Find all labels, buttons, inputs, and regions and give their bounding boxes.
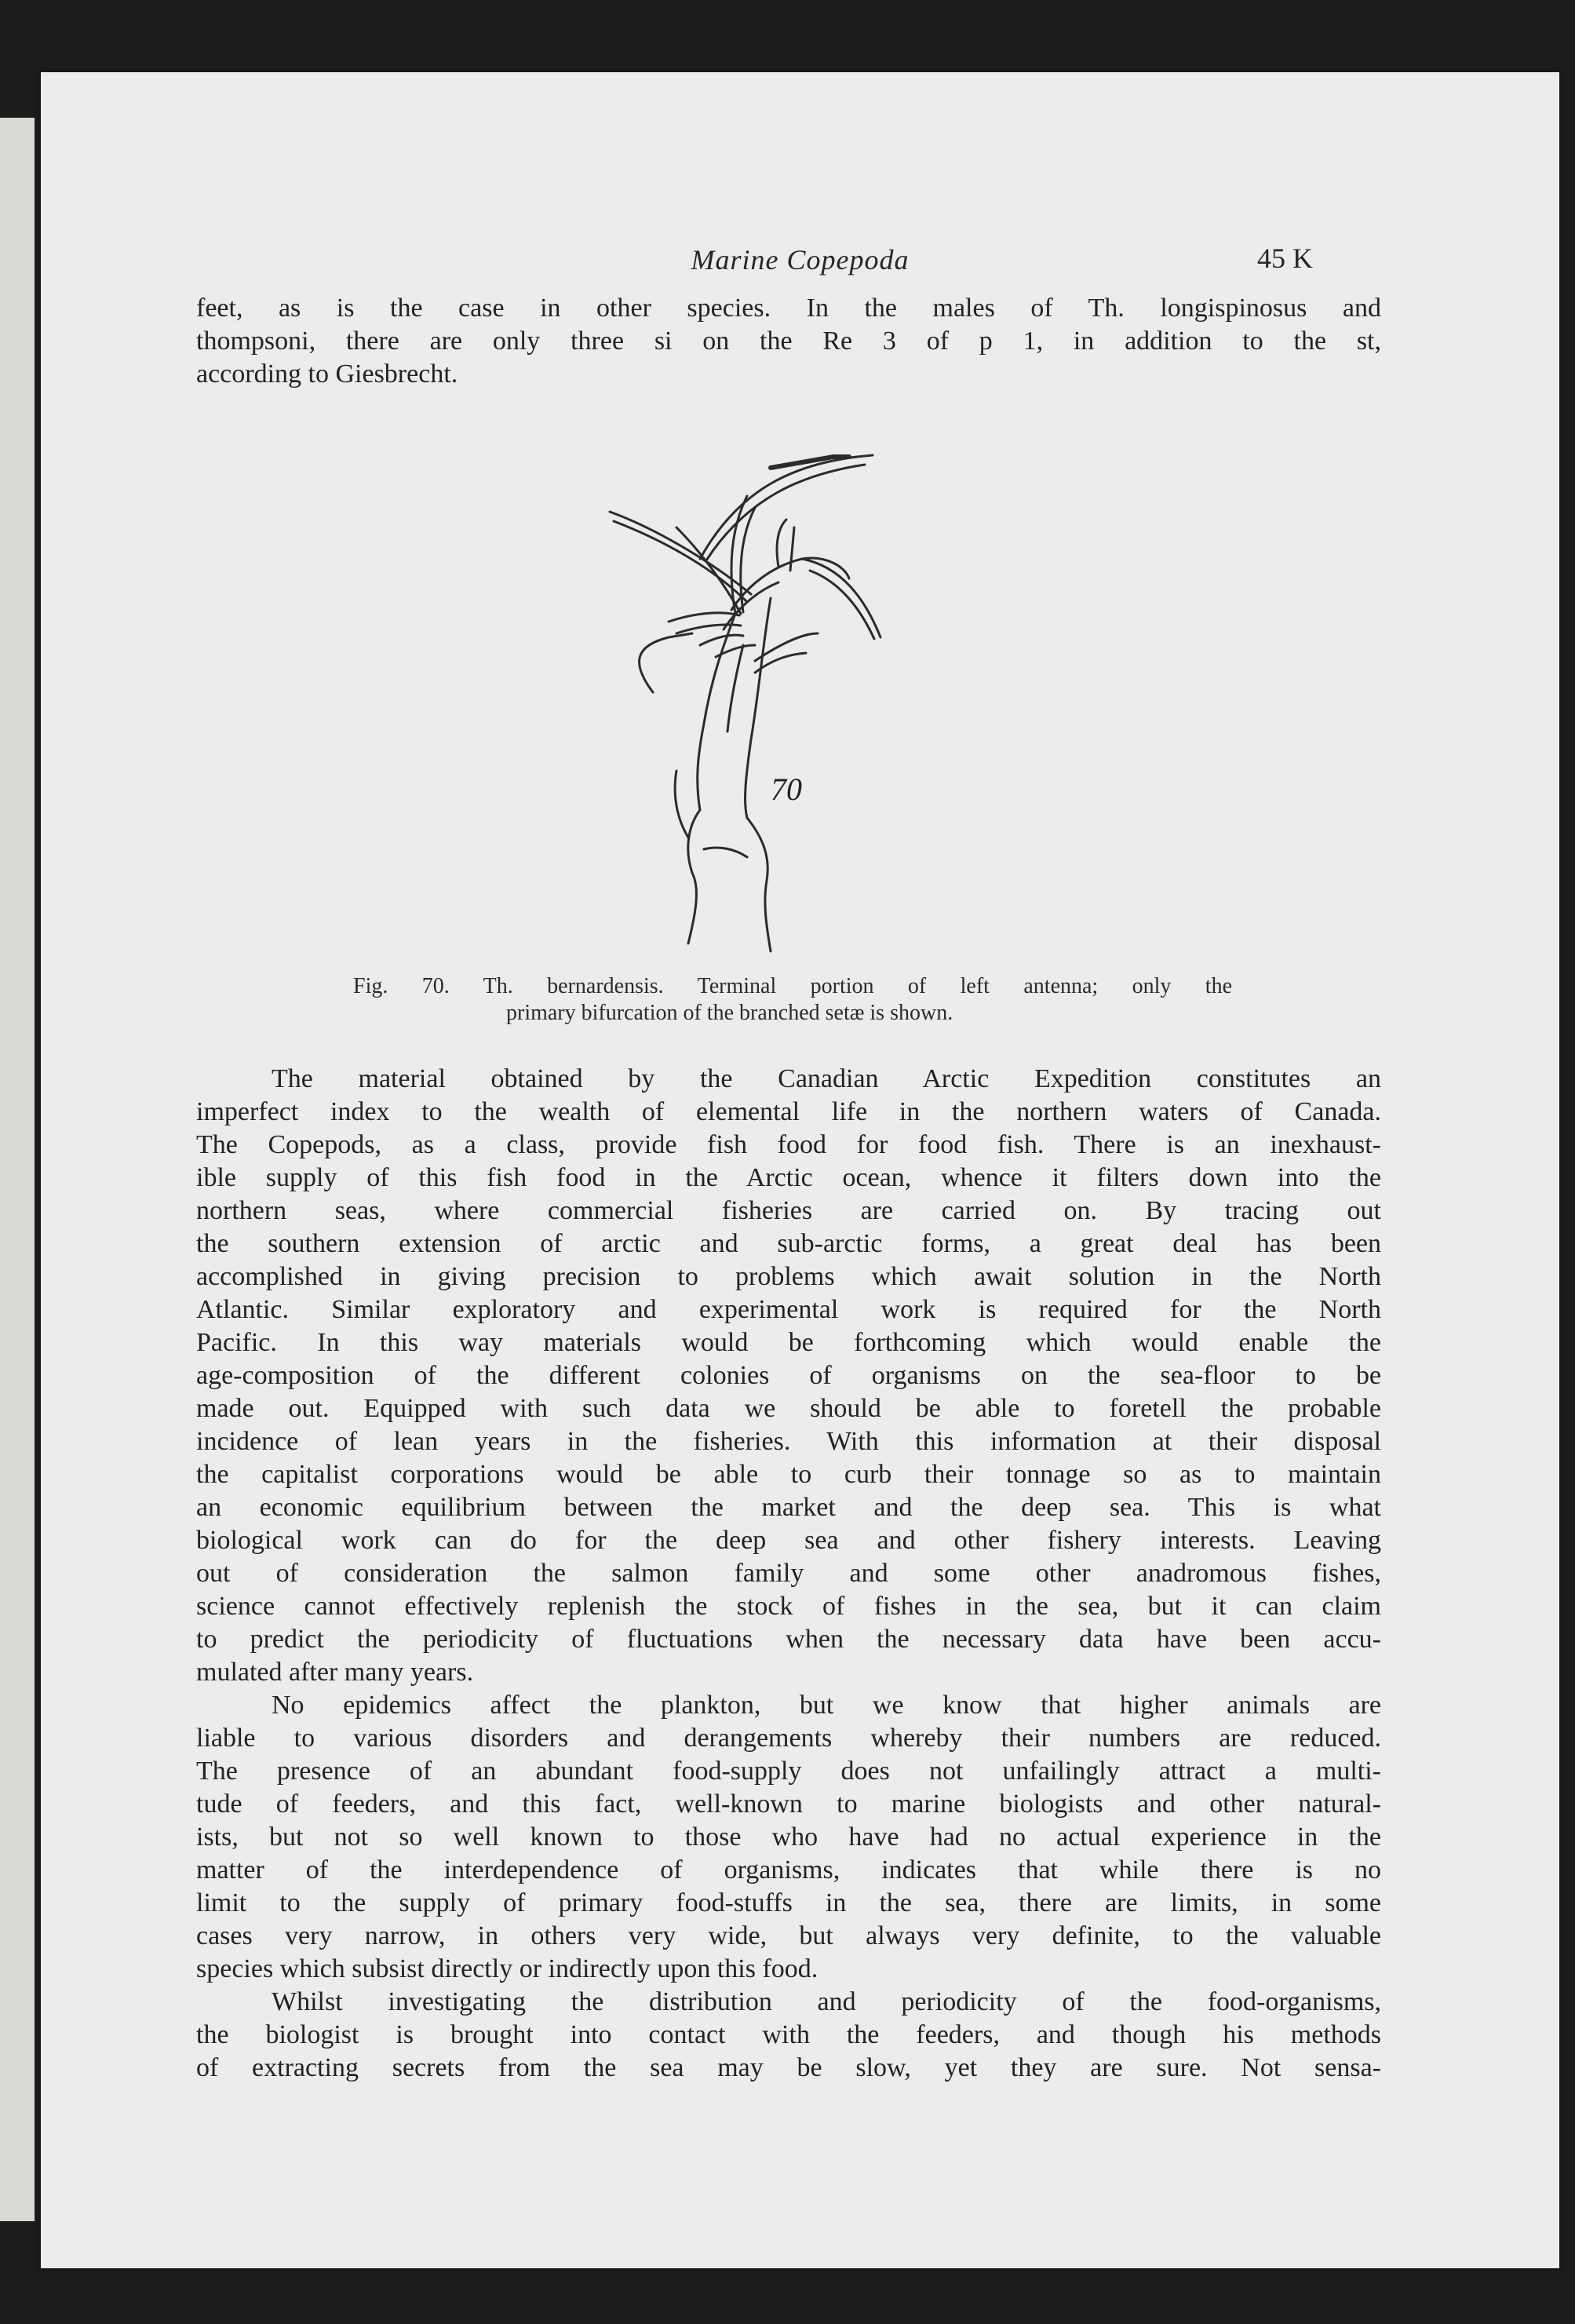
- text-line: according to Giesbrecht.: [196, 359, 458, 389]
- text-line: biological work can do for the deep sea and other fishery interests. Leaving: [196, 1526, 1381, 1555]
- text-line: feet, as is the case in other species. In the males of Th. longispinosus and: [196, 294, 1381, 323]
- text-line: the biologist is brought into contact with the feeders, and though his methods: [196, 2020, 1381, 2049]
- text-line: to predict the periodicity of fluctuations when the necessary data have been accu-: [196, 1625, 1381, 1654]
- text-line: age-composition of the different colonies of organisms on the sea-floor to be: [196, 1361, 1381, 1390]
- caption-line: Fig. 70. Th. bernardensis. Terminal portion of left antenna; only the: [353, 974, 1232, 998]
- text-line: the capitalist corporations would be able to curb their tonnage so as to maintain: [196, 1460, 1381, 1489]
- text-line: No epidemics affect the plankton, but we know that higher animals are: [272, 1691, 1381, 1720]
- text-line: The material obtained by the Canadian Arctic Expedition constitutes an: [272, 1064, 1381, 1093]
- text-line: ists, but not so well known to those who have had no actual experience in the: [196, 1822, 1381, 1852]
- text-line: mulated after many years.: [196, 1658, 474, 1687]
- text-line: liable to various disorders and derangements whereby their numbers are reduced.: [196, 1724, 1381, 1753]
- text-line: species which subsist directly or indirectly upon this food.: [196, 1954, 818, 1983]
- text-line: matter of the interdependence of organisms, indicates that while there is no: [196, 1855, 1381, 1884]
- book-page: [41, 72, 1559, 2268]
- text-line: imperfect index to the wealth of elemental life in the northern waters of Canada.: [196, 1097, 1381, 1126]
- text-line: the southern extension of arctic and sub-arctic forms, a great deal has been: [196, 1229, 1381, 1258]
- text-line: cases very narrow, in others very wide, but always very definite, to the valuable: [196, 1921, 1381, 1950]
- body-text: [196, 1063, 1381, 2085]
- text-line: made out. Equipped with such data we should be able to foretell the probable: [196, 1394, 1381, 1423]
- text-line: Atlantic. Similar exploratory and experimental work is required for the North: [196, 1295, 1381, 1324]
- text-line: thompsoni, there are only three si on the Re 3 of p 1, in addition to the st,: [196, 327, 1381, 356]
- top-paragraph: [196, 292, 1381, 391]
- text-line: ible supply of this fish food in the Arctic ocean, whence it filters down into the: [196, 1163, 1381, 1192]
- text-line: Whilst investigating the distribution and periodicity of the food-organisms,: [272, 1987, 1381, 2016]
- text-line: Pacific. In this way materials would be forthcoming which would enable the: [196, 1328, 1381, 1357]
- text-line: The presence of an abundant food-supply does not unfailingly attract a multi-: [196, 1757, 1381, 1786]
- caption-line: primary bifurcation of the branched setæ is shown.: [506, 1001, 953, 1025]
- figure-number-mark: 70: [771, 772, 802, 807]
- text-line: an economic equilibrium between the market and the deep sea. This is what: [196, 1493, 1381, 1522]
- text-line: out of consideration the salmon family and some other anadromous fishes,: [196, 1559, 1381, 1588]
- page-number: 45 K: [1257, 243, 1313, 274]
- text-line: of extracting secrets from the sea may be slow, yet they are sure. Not sensa-: [196, 2053, 1381, 2082]
- figure-caption: [353, 973, 1232, 1027]
- adjacent-page-edge: [0, 118, 35, 2221]
- running-header-title: Marine Copepoda: [691, 244, 910, 275]
- text-line: science cannot effectively replenish the stock of fishes in the sea, but it can claim: [196, 1592, 1381, 1621]
- text-line: incidence of lean years in the fisheries. With this information at their disposal: [196, 1427, 1381, 1456]
- text-line: tude of feeders, and this fact, well-known to marine biologists and other natural-: [196, 1790, 1381, 1819]
- antenna-illustration: [535, 410, 1053, 959]
- text-line: The Copepods, as a class, provide fish food for food fish. There is an inexhaust-: [196, 1130, 1381, 1159]
- text-line: limit to the supply of primary food-stuffs in the sea, there are limits, in some: [196, 1888, 1381, 1917]
- text-line: accomplished in giving precision to problems which await solution in the North: [196, 1262, 1381, 1291]
- text-line: northern seas, where commercial fisheries are carried on. By tracing out: [196, 1196, 1381, 1225]
